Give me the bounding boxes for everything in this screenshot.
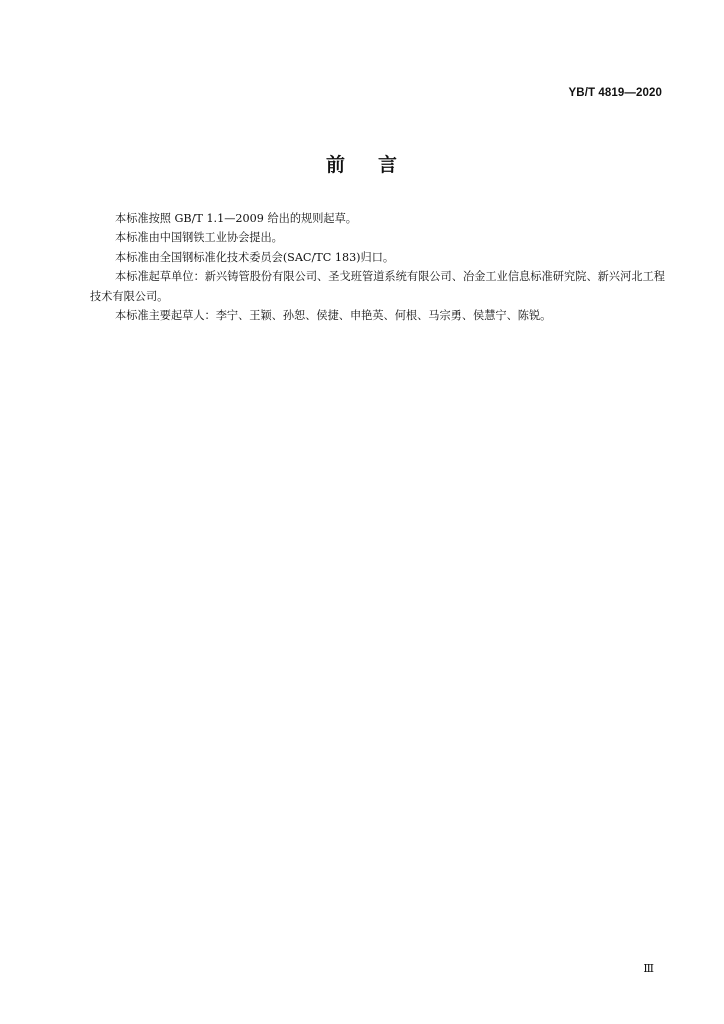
foreword-body [90, 209, 665, 325]
title-char-1: 前 [325, 154, 346, 176]
page-title [0, 150, 724, 177]
standard-code: YB/T 4819—2020 [568, 87, 662, 99]
title-char-2: 言 [378, 154, 399, 176]
paragraph-drafting-rules: 本标准按照 GB/T 1.1—2009 给出的规则起草。 [115, 212, 357, 225]
paragraph-drafters: 本标准主要起草人：李宁、王颖、孙恕、侯捷、申艳英、何根、马宗勇、侯慧宁、陈锐。 [115, 309, 552, 323]
paragraph-committee: 本标准由全国钢标准化技术委员会(SAC/TC 183)归口。 [115, 250, 395, 264]
paragraph-drafting-units: 本标准起草单位：新兴铸管股份有限公司、圣戈班管道系统有限公司、冶金工业信息标准研究院、新兴河北工程技术有限公司。 [90, 270, 665, 303]
paragraph-proposer: 本标准由中国钢铁工业协会提出。 [115, 231, 283, 245]
page-number: Ⅲ [643, 962, 654, 975]
